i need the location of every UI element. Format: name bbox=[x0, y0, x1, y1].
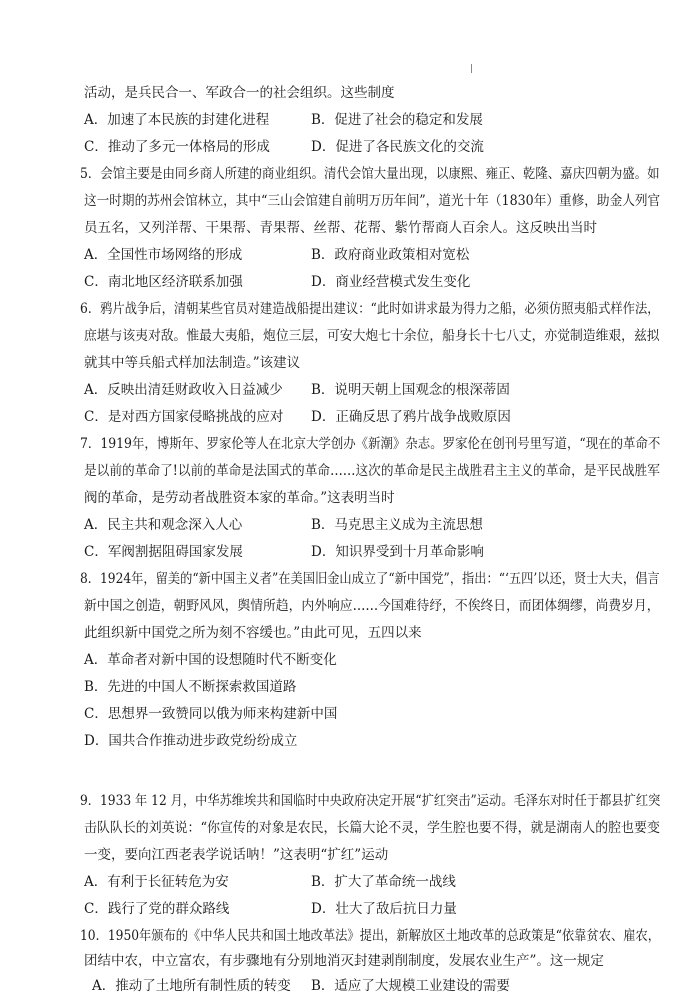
q5-option-b: B．政府商业政策相对宽松 bbox=[311, 247, 470, 263]
q4-option-c: C．推动了多元一体格局的形成 bbox=[84, 139, 270, 155]
q5-option-d: D．商业经营模式发生变化 bbox=[311, 274, 471, 290]
q6-stem-line-3: 就其中等兵船式样加法制造。”该建议 bbox=[84, 355, 301, 371]
q7-option-b: B．马克思主义成为主流思想 bbox=[311, 517, 483, 533]
q6-stem-line-1: 6．鸦片战争后，清朝某些官员对建造战船提出建议：“此时如讲求最为得力之船，必须仿照夷船式样作法， bbox=[80, 301, 660, 317]
q7-stem-line-2: 是以前的革命了!以前的革命是法国式的革命……这次的革命是民主战胜君主主义的革命，是平民战胜军 bbox=[84, 463, 660, 479]
q8-option-a: A．革命者对新中国的设想随时代不断变化 bbox=[84, 652, 337, 668]
q8-stem-line-1: 8．1924年，留美的“新中国主义者”在美国旧金山成立了“新中国党”，指出：“‘五四’以还，贤士大夫，倡言 bbox=[80, 571, 660, 587]
q6-option-c: C．是对西方国家侵略挑战的应对 bbox=[84, 409, 284, 425]
q6-option-a: A．反映出清廷财政收入日益减少 bbox=[84, 382, 283, 398]
q8-stem-line-2: 新中国之创造，朝野风风，舆情所趋，内外响应……今国难待纾，不俟终日，而团体绸缪，尚费岁月， bbox=[84, 598, 660, 614]
q5-stem-line-1: 5．会馆主要是由同乡商人所建的商业组织。清代会馆大量出现，以康熙、雍正、乾隆、嘉庆四朝为盛。如 bbox=[80, 166, 660, 182]
q5-stem-line-2: 这一时期的苏州会馆林立，其中“三山会馆建自前明万历年间”，道光十年（1830年）重修，助金人列官 bbox=[84, 193, 661, 209]
q4-option-d: D．促进了各民族文化的交流 bbox=[311, 139, 484, 155]
q6-stem-line-2: 庶堪与该夷对敌。惟最大夷船，炮位三层，可安大炮七十余位，船身长十七八丈，亦觉制造维艰，兹拟 bbox=[84, 328, 660, 344]
q10-option-b: B．适应了大规模工业建设的需要 bbox=[311, 978, 510, 994]
q9-option-a: A．有利于长征转危为安 bbox=[84, 874, 229, 890]
q6-option-d: D．正确反思了鸦片战争战败原因 bbox=[311, 409, 511, 425]
q10-stem-line-2: 团结中农，中立富农，有步骤地有分别地消灭封建剥削制度，发展农业生产”。这一规定 bbox=[84, 953, 604, 969]
q9-stem-line-2: 击队队长的刘英说：“你宣传的对象是农民，长篇大论不灵，学生腔也要不得，就是湖南人的腔也要变 bbox=[84, 820, 660, 836]
q5-option-c: C．南北地区经济联系加强 bbox=[84, 274, 243, 290]
q10-option-a: A．推动了土地所有制性质的转变 bbox=[92, 978, 291, 994]
q7-option-a: A．民主共和观念深入人心 bbox=[84, 517, 243, 533]
q8-stem-line-3: 此组织新中国党之所为刻不容缓也。”由此可见，五四以来 bbox=[84, 625, 422, 641]
q4-option-a: A．加速了本民族的封建化进程 bbox=[84, 112, 270, 128]
q8-option-d: D．国共合作推动进步政党纷纷成立 bbox=[84, 733, 298, 749]
q7-option-c: C．军阀割据阻碍国家发展 bbox=[84, 544, 243, 560]
q4-stem: 活动，是兵民合一、军政合一的社会组织。这些制度 bbox=[84, 85, 395, 101]
q8-option-c: C．思想界一致赞同以俄为师来构建新中国 bbox=[84, 706, 338, 722]
page-mark bbox=[471, 64, 472, 73]
q6-option-b: B．说明天朝上国观念的根深蒂固 bbox=[311, 382, 510, 398]
q7-option-d: D．知识界受到十月革命影响 bbox=[311, 544, 484, 560]
q5-stem-line-3: 员五名，又列洋帮、干果帮、青果帮、丝帮、花帮、紫竹帮商人百余人。这反映出当时 bbox=[84, 220, 597, 236]
q9-stem-line-1: 9．1933 年 12 月，中华苏维埃共和国临时中央政府决定开展“扩红突击”运动。毛泽东对时任于都县扩红突 bbox=[80, 793, 661, 809]
q7-stem-line-1: 7．1919年，博斯年、罗家伦等人在北京大学创办《新潮》杂志。罗家伦在创刊号里写道，“现在的革命不 bbox=[80, 436, 661, 452]
q8-option-b: B．先进的中国人不断探索救国道路 bbox=[84, 679, 297, 695]
q5-option-a: A．全国性市场网络的形成 bbox=[84, 247, 243, 263]
q9-option-c: C．践行了党的群众路线 bbox=[84, 901, 230, 917]
q9-stem-line-3: 一变，要向江西老表学说话呐！”这表明“扩红”运动 bbox=[84, 847, 389, 863]
q9-option-b: B．扩大了革命统一战线 bbox=[311, 874, 456, 890]
q7-stem-line-3: 阀的革命，是劳动者战胜资本家的革命。”这表明当时 bbox=[84, 490, 395, 506]
q10-stem-line-1: 10．1950年颁布的《中华人民共和国土地改革法》提出，新解放区土地改革的总政策是“依靠贫农、雇农， bbox=[80, 928, 660, 944]
q9-option-d: D．壮大了敌后抗日力量 bbox=[311, 901, 457, 917]
q4-option-b: B．促进了社会的稳定和发展 bbox=[311, 112, 483, 128]
